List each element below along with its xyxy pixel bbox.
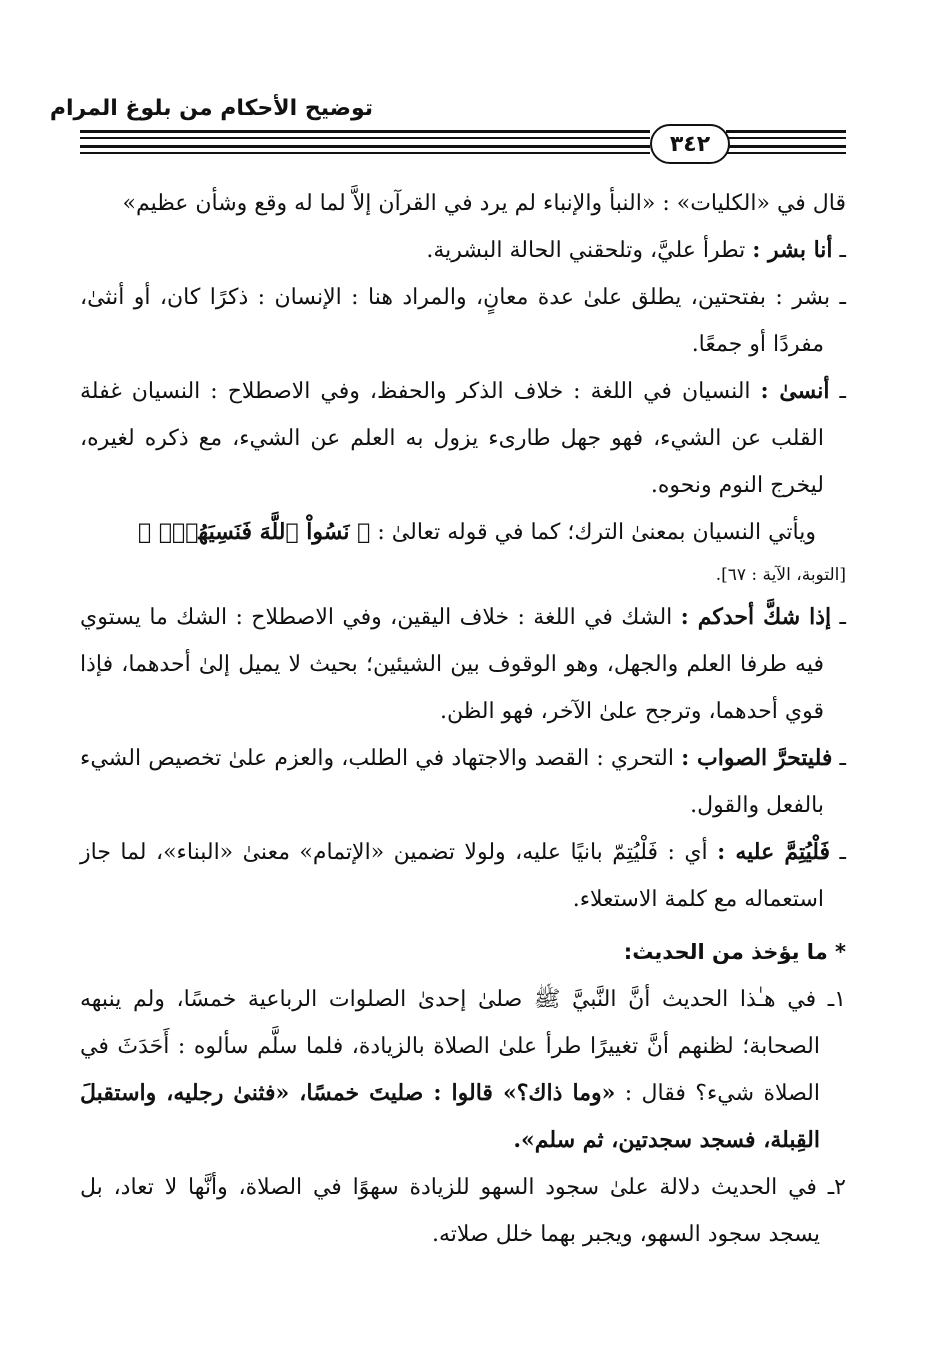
entry-term: فليتحرَّ الصواب : xyxy=(681,745,833,771)
header-rule xyxy=(80,137,650,139)
item-number: ١ـ xyxy=(827,987,846,1012)
numbered-item xyxy=(80,976,846,1164)
running-title: توضيح الأحكام من بلوغ المرام xyxy=(49,96,373,121)
item-text: في الحديث دلالة علىٰ سجود السهو للزيادة سهوًا في الصلاة، وأنَّها لا تعاد، بل يسجد سجود السهو، ويجبر بهما خلل صلاته. xyxy=(80,1175,820,1247)
glossary-entry: ـ بشر : بفتحتين، يطلق علىٰ عدة معانٍ، والمراد هنا : الإنسان : ذكرًا كان، أو أنثىٰ، مفردًا أو جمعًا. xyxy=(80,285,846,357)
page-number-badge xyxy=(650,124,730,164)
page-number: ٣٤٢ xyxy=(669,131,711,157)
header-rule xyxy=(726,145,846,148)
entry-term: أنا بشر : xyxy=(752,237,833,263)
paragraph-text: ويأتي النسيان بمعنىٰ الترك؛ كما في قوله تعالىٰ : xyxy=(370,520,816,545)
numbered-item xyxy=(80,1164,846,1258)
entry-text: الشك في اللغة : خلاف اليقين، وفي الاصطلاح : الشك ما يستوي فيه طرفا العلم والجهل، وهو الوقوف بين الشيئين؛ بحيث لا يميل إلىٰ أحدهما، فإذا قوي أحدهما، وترجح علىٰ الآخر، فهو الظن. xyxy=(80,605,824,724)
entry-text: التحري : القصد والاجتهاد في الطلب، والعزم علىٰ تخصيص الشيء بالفعل والقول. xyxy=(80,746,824,818)
section-heading: * ما يؤخذ من الحديث: xyxy=(623,940,846,964)
header-rule xyxy=(80,130,650,133)
verse-reference: [التوبة، الآية : ٦٧]. xyxy=(715,565,846,585)
header-rule xyxy=(726,137,846,139)
glossary-entry: ـ فَلْيُتِمَّ عليه : أي : فَلْيُتِمّ بانيًا عليه، ولولا تضمين «الإتمام» معنىٰ «البناء»، لما جاز استعماله مع كلمة الاستعلاء. xyxy=(80,839,846,912)
glossary-entry: ـ أنسىٰ : النسيان في اللغة : خلاف الذكر والحفظ، وفي الاصطلاح : النسيان غفلة القلب عن الشيء، فهو جهل طارىء يزول به العلم عن الشيء، مع ذكره لغيره، ليخرج النوم ونحوه. xyxy=(80,378,846,498)
header-rule xyxy=(726,152,846,154)
item-bold-text: «وما ذاك؟» قالوا : صليتَ خمسًا، «فثنىٰ رجليه، واستقبلَ القِبلة، فسجد سجدتين، ثم سلم». xyxy=(80,1080,820,1153)
header-rule xyxy=(80,152,650,154)
entry-term: إذا شكَّ أحدكم : xyxy=(680,604,832,630)
header-rule xyxy=(80,145,650,148)
verse-reference-line xyxy=(80,556,846,594)
entry-term: فَلْيُتِمَّ عليه : xyxy=(717,839,831,865)
paragraph xyxy=(80,180,846,227)
entry-text: النسيان في اللغة : خلاف الذكر والحفظ، وفي الاصطلاح : النسيان غفلة القلب عن الشيء، فهو جهل طارىء يزول به العلم عن الشيء، مع ذكره لغيره، ليخرج النوم ونحوه. xyxy=(80,379,824,498)
header-rule xyxy=(726,130,846,133)
entry-text: أي : فَلْيُتِمّ بانيًا عليه، ولولا تضمين «الإتمام» معنىٰ «البناء»، لما جاز استعماله مع كلمة الاستعلاء. xyxy=(80,840,824,912)
glossary-entry: ـ إذا شكَّ أحدكم : الشك في اللغة : خلاف اليقين، وفي الاصطلاح : الشك ما يستوي فيه طرفا العلم والجهل، وهو الوقوف بين الشيئين؛ بحيث لا يميل إلىٰ أحدهما، فإذا قوي أحدهما، وترجح علىٰ الآخر، فهو الظن. xyxy=(80,604,846,724)
entry-text: بشر : بفتحتين، يطلق علىٰ عدة معانٍ، والمراد هنا : الإنسان : ذكرًا كان، أو أنثىٰ، مفردًا أو جمعًا. xyxy=(80,285,831,357)
entry-term: أنسىٰ : xyxy=(760,378,830,404)
item-text: في هـٰذا الحديث أنَّ النَّبيَّ ﷺ صلىٰ إحدىٰ الصلوات الرباعية خمسًا، ولم ينبهه الصحابة؛ لظنهم أنَّ تغييرًا طرأ علىٰ الصلاة بالزيادة، فلما سلَّم سألوه : أَحَدَثَ في الصلاة شيء؟ فقال : xyxy=(80,987,820,1106)
item-number: ٢ـ xyxy=(827,1175,846,1200)
entry-text: تطرأ عليَّ، وتلحقني الحالة البشرية. xyxy=(426,238,753,263)
glossary-entry: ـ أنا بشر : تطرأ عليَّ، وتلحقني الحالة البشرية. xyxy=(426,237,846,263)
glossary-entry: ـ فليتحرَّ الصواب : التحري : القصد والاجتهاد في الطلب، والعزم علىٰ تخصيص الشيء بالفعل والقول. xyxy=(80,745,846,818)
quran-citation-paragraph xyxy=(80,509,846,556)
paragraph-text: قال في «الكليات» : «النبأ والإنباء لم يرد في القرآن إلاَّ لما له وقع وشأن عظيم» xyxy=(122,191,846,216)
page-body xyxy=(80,180,846,1258)
quran-verse: ﴿ نَسُواْ ٱللَّهَ فَنَسِيَهُمْۚ ﴾ xyxy=(137,519,371,545)
